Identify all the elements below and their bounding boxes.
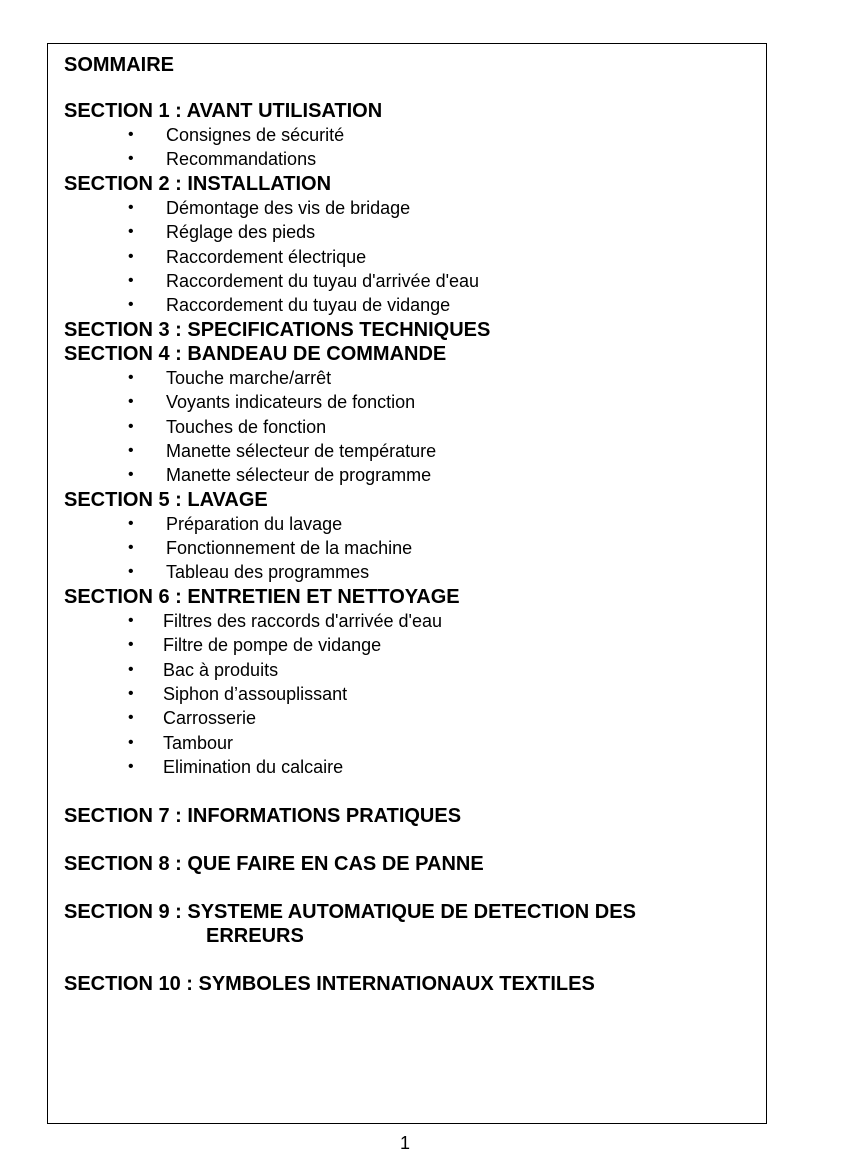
- bullet-icon: •: [128, 247, 134, 265]
- bullet-icon: •: [128, 514, 134, 532]
- list-item: [64, 706, 756, 730]
- list-item: [64, 269, 756, 293]
- bullet-icon: •: [128, 709, 134, 727]
- list-item: [64, 390, 756, 414]
- section-8-heading: SECTION 8 : QUE FAIRE EN CAS DE PANNE: [64, 852, 484, 875]
- bullet-icon: •: [128, 611, 134, 629]
- list-item-label: Manette sélecteur de température: [166, 440, 437, 461]
- bullet-icon: •: [128, 296, 134, 314]
- section-9-heading: [64, 900, 756, 948]
- bullet-icon: •: [128, 758, 134, 776]
- section-3-heading: SECTION 3 : SPECIFICATIONS TECHNIQUES: [64, 318, 491, 341]
- bullet-icon: •: [128, 198, 134, 216]
- list-item: [64, 366, 756, 390]
- bullet-icon: •: [128, 685, 134, 703]
- list-item-label: Filtres des raccords d'arrivée d'eau: [163, 610, 442, 631]
- section-6-items: [64, 609, 756, 780]
- list-item: [64, 415, 756, 439]
- list-item-label: Recommandations: [166, 149, 317, 170]
- list-item: [64, 560, 756, 584]
- bullet-icon: •: [128, 539, 134, 557]
- list-item-label: Raccordement du tuyau d'arrivée d'eau: [166, 270, 480, 291]
- list-item-label: Carrosserie: [163, 708, 257, 729]
- list-item: [64, 123, 756, 147]
- bullet-icon: •: [128, 660, 134, 678]
- bullet-icon: •: [128, 223, 134, 241]
- bullet-icon: •: [128, 563, 134, 581]
- list-item: [64, 293, 756, 317]
- list-item: [64, 512, 756, 536]
- list-item: [64, 633, 756, 657]
- list-item: [64, 536, 756, 560]
- list-item-label: Préparation du lavage: [166, 513, 343, 534]
- section-9-heading-line: SECTION 9 : SYSTEME AUTOMATIQUE DE DETECTION DES: [64, 900, 636, 923]
- list-item-label: Bac à produits: [163, 659, 279, 680]
- section-6-heading: SECTION 6 : ENTRETIEN ET NETTOYAGE: [64, 585, 460, 608]
- list-item-label: Consignes de sécurité: [166, 125, 345, 145]
- list-item-label: Filtre de pompe de vidange: [163, 635, 382, 656]
- section-2-heading: SECTION 2 : INSTALLATION: [64, 172, 332, 195]
- list-item: [64, 147, 756, 171]
- bullet-icon: •: [128, 733, 134, 751]
- section-4-heading: SECTION 4 : BANDEAU DE COMMANDE: [64, 342, 447, 365]
- bullet-icon: •: [128, 393, 134, 411]
- bullet-icon: •: [128, 441, 134, 459]
- bullet-icon: •: [128, 126, 134, 143]
- section-1-heading: SECTION 1 : AVANT UTILISATION: [64, 100, 383, 122]
- list-item-label: Fonctionnement de la machine: [166, 538, 413, 559]
- list-item-label: Tableau des programmes: [166, 562, 370, 583]
- list-item: [64, 220, 756, 244]
- list-item-label: Touche marche/arrêt: [166, 367, 332, 388]
- list-item-label: Manette sélecteur de programme: [166, 465, 432, 486]
- section-10-heading: SECTION 10 : SYMBOLES INTERNATIONAUX TEXTILES: [64, 972, 595, 995]
- list-item: [64, 439, 756, 463]
- list-item-label: Raccordement électrique: [166, 246, 367, 267]
- page-number: 1: [399, 1133, 410, 1153]
- list-item-label: Raccordement du tuyau de vidange: [166, 295, 451, 316]
- bullet-icon: •: [128, 150, 134, 168]
- page-frame: [47, 43, 767, 1124]
- section-5-items: [64, 512, 756, 585]
- section-4-items: [64, 366, 756, 488]
- section-2-items: [64, 196, 756, 318]
- list-item: [64, 682, 756, 706]
- bullet-icon: •: [128, 368, 134, 386]
- list-item: [64, 609, 756, 633]
- list-item: [64, 463, 756, 487]
- bullet-icon: •: [128, 636, 134, 654]
- section-1-items: [64, 123, 756, 172]
- section-9-heading-continuation: ERREURS: [206, 924, 304, 947]
- list-item-label: Réglage des pieds: [166, 222, 316, 243]
- list-item: [64, 245, 756, 269]
- list-item: [64, 731, 756, 755]
- list-item-label: Touches de fonction: [166, 416, 327, 437]
- section-5-heading: SECTION 5 : LAVAGE: [64, 488, 268, 511]
- bullet-icon: •: [128, 271, 134, 289]
- list-item-label: Tambour: [163, 732, 234, 753]
- toc-title: SOMMAIRE: [64, 54, 174, 76]
- list-item-label: Elimination du calcaire: [163, 757, 344, 778]
- section-7-heading: SECTION 7 : INFORMATIONS PRATIQUES: [64, 804, 462, 827]
- bullet-icon: •: [128, 417, 134, 435]
- list-item-label: Démontage des vis de bridage: [166, 197, 411, 218]
- list-item: [64, 755, 756, 779]
- table-of-contents: [64, 52, 756, 996]
- list-item-label: Siphon d’assouplissant: [163, 684, 348, 705]
- list-item-label: Voyants indicateurs de fonction: [166, 392, 416, 413]
- bullet-icon: •: [128, 466, 134, 484]
- list-item: [64, 196, 756, 220]
- list-item: [64, 658, 756, 682]
